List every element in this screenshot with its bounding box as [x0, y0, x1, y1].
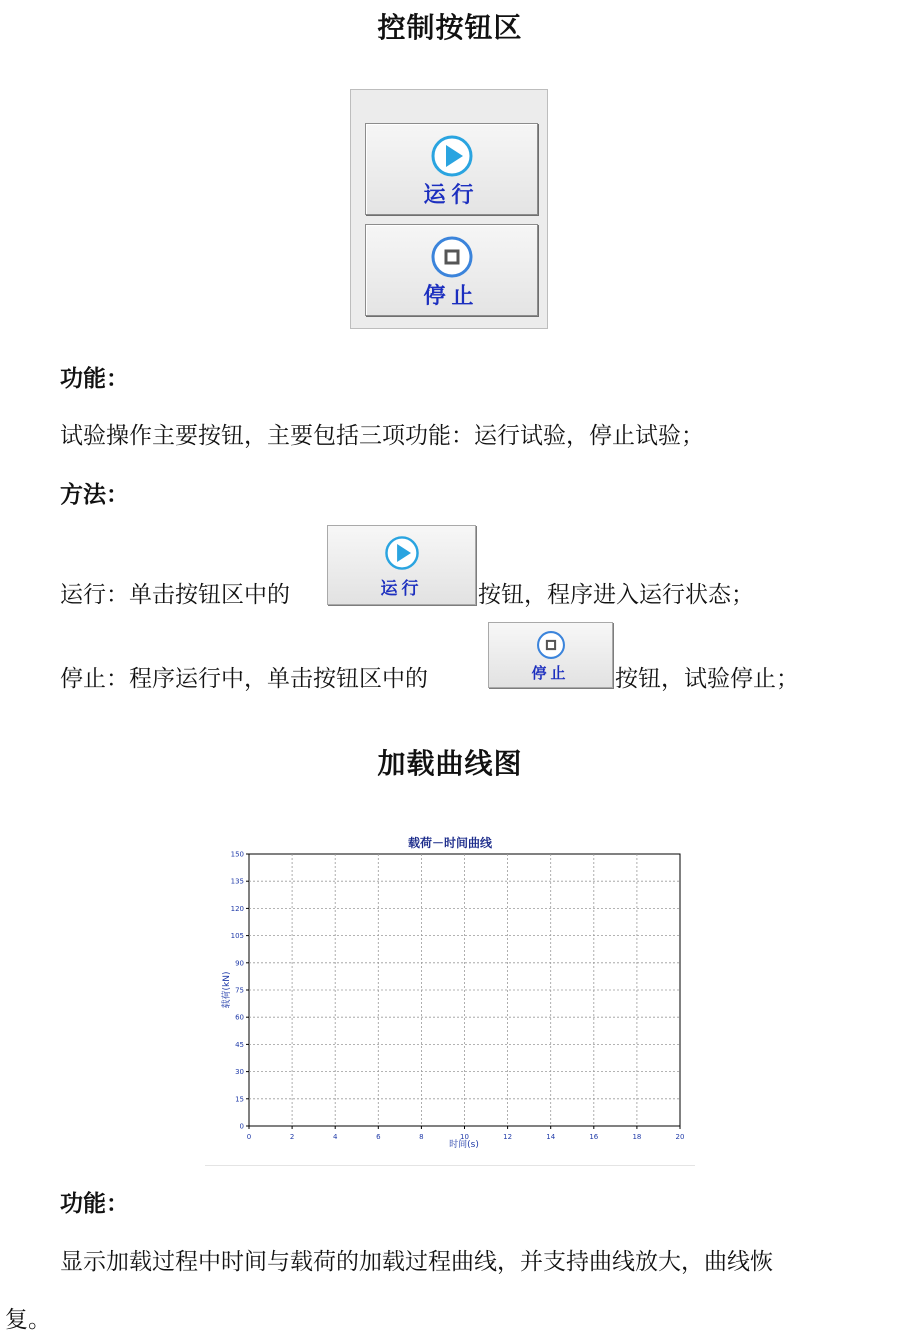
- section-title-load-curve: 加载曲线图: [377, 747, 523, 780]
- run-instruction-suffix: 按钮，程序进入运行状态；: [478, 582, 754, 608]
- y-tick-label: 30: [235, 1068, 244, 1077]
- stop-instruction-prefix: 停止：程序运行中，单击按钮区中的: [60, 666, 428, 692]
- y-tick-label: 120: [230, 904, 244, 913]
- y-tick-label: 135: [230, 877, 244, 886]
- stop-button[interactable]: [365, 224, 538, 316]
- inline-run-button[interactable]: [327, 525, 476, 605]
- chart-svg: [205, 823, 695, 1165]
- function-text: 试验操作主要按钮，主要包括三项功能：运行试验，停止试验；: [60, 423, 704, 449]
- inline-stop-button-label: 停止: [531, 664, 570, 682]
- x-tick-label: 2: [289, 1133, 295, 1141]
- y-tick-label: 60: [235, 1013, 244, 1022]
- y-tick-label: 75: [235, 986, 244, 995]
- stop-circle-icon: [430, 235, 474, 279]
- function-heading-2: 功能：: [60, 1191, 129, 1217]
- x-tick-label: 14: [546, 1133, 556, 1141]
- x-tick-label: 18: [632, 1133, 642, 1141]
- run-button-label: 运行: [423, 182, 480, 208]
- y-tick-label: 45: [235, 1040, 244, 1049]
- play-circle-icon: [430, 134, 474, 178]
- stop-instruction-suffix: 按钮，试验停止；: [615, 666, 799, 692]
- control-button-panel: [350, 89, 548, 329]
- section-title-control-buttons: 控制按钮区: [377, 11, 523, 44]
- chart-title: 载荷－时间曲线: [407, 836, 493, 850]
- load-time-chart: [205, 823, 695, 1166]
- y-tick-label: 0: [239, 1122, 244, 1131]
- y-tick-label: 105: [230, 932, 244, 941]
- play-circle-icon: [384, 535, 420, 571]
- x-tick-label: 10: [460, 1133, 469, 1141]
- x-axis-label: 时间(s): [449, 1140, 479, 1150]
- y-tick-label: 90: [235, 959, 244, 968]
- x-tick-label: 20: [675, 1133, 685, 1141]
- run-instruction-prefix: 运行：单击按钮区中的: [60, 582, 290, 608]
- stop-button-label: 停止: [423, 283, 480, 309]
- y-axis-label: 载荷(kN): [222, 971, 232, 1009]
- x-tick-label: 16: [589, 1133, 599, 1141]
- x-tick-label: 6: [376, 1133, 381, 1141]
- function-text-2-line2: 复。: [5, 1307, 51, 1333]
- method-heading: 方法：: [60, 482, 129, 508]
- y-tick-label: 150: [230, 850, 244, 859]
- inline-run-button-label: 运行: [380, 579, 423, 599]
- x-tick-label: 12: [503, 1133, 513, 1141]
- stop-circle-icon: [536, 630, 566, 660]
- y-tick-label: 15: [235, 1095, 244, 1104]
- x-tick-label: 8: [419, 1133, 424, 1141]
- x-tick-label: 0: [246, 1133, 252, 1141]
- function-heading: 功能：: [60, 366, 129, 392]
- x-tick-label: 4: [332, 1133, 338, 1141]
- function-text-2-line1: 显示加载过程中时间与载荷的加载过程曲线，并支持曲线放大，曲线恢: [60, 1249, 773, 1275]
- run-button[interactable]: [365, 123, 538, 215]
- inline-stop-button[interactable]: [488, 622, 613, 688]
